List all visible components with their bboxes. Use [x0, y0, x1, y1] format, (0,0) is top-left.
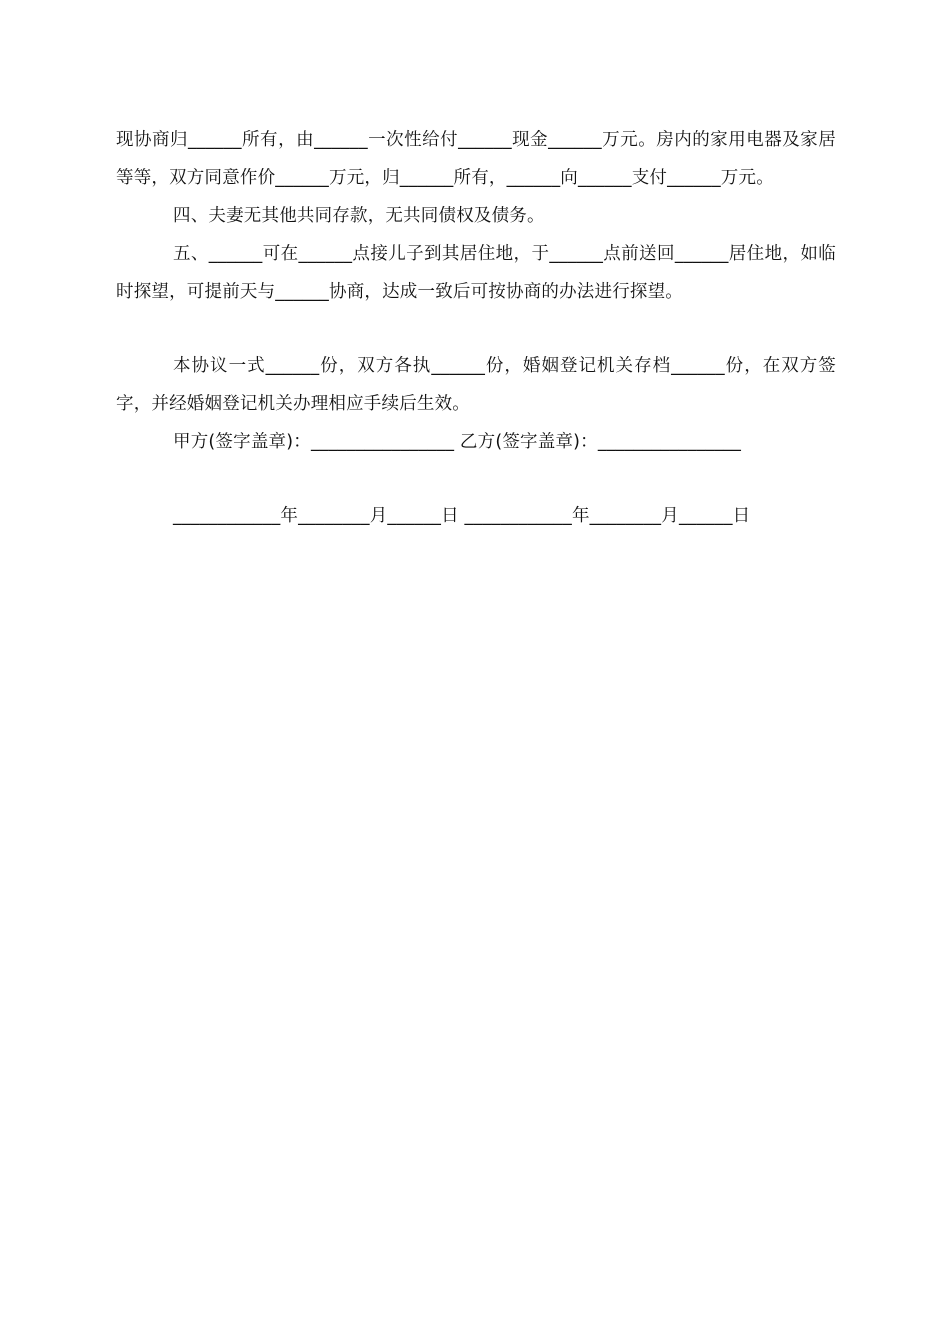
date-line: ____________年________月______日 ____________年________月______日: [173, 506, 751, 526]
signature-line: 甲方(签字盖章)：________________ 乙方(签字盖章)：________________: [173, 432, 742, 452]
clause-four: 四、夫妻无其他共同存款，无共同债权及债务。: [173, 206, 545, 226]
agreement-copies-clause: 本协议一式______份，双方各执______份，婚姻登记机关存档______份，在双方签字，并经婚姻登记机关办理相应手续后生效。: [116, 356, 836, 414]
property-clause-continuation: 现协商归______所有，由______一次性给付______现金______万元。房内的家用电器及家居等等，双方同意作价______万元，归______所有，______向______支付______万元。: [116, 130, 836, 188]
document-body: [116, 121, 836, 535]
clause-five: 五、______可在______点接儿子到其居住地，于______点前送回______居住地，如临时探望，可提前天与______协商，达成一致后可按协商的办法进行探望。: [116, 244, 836, 302]
